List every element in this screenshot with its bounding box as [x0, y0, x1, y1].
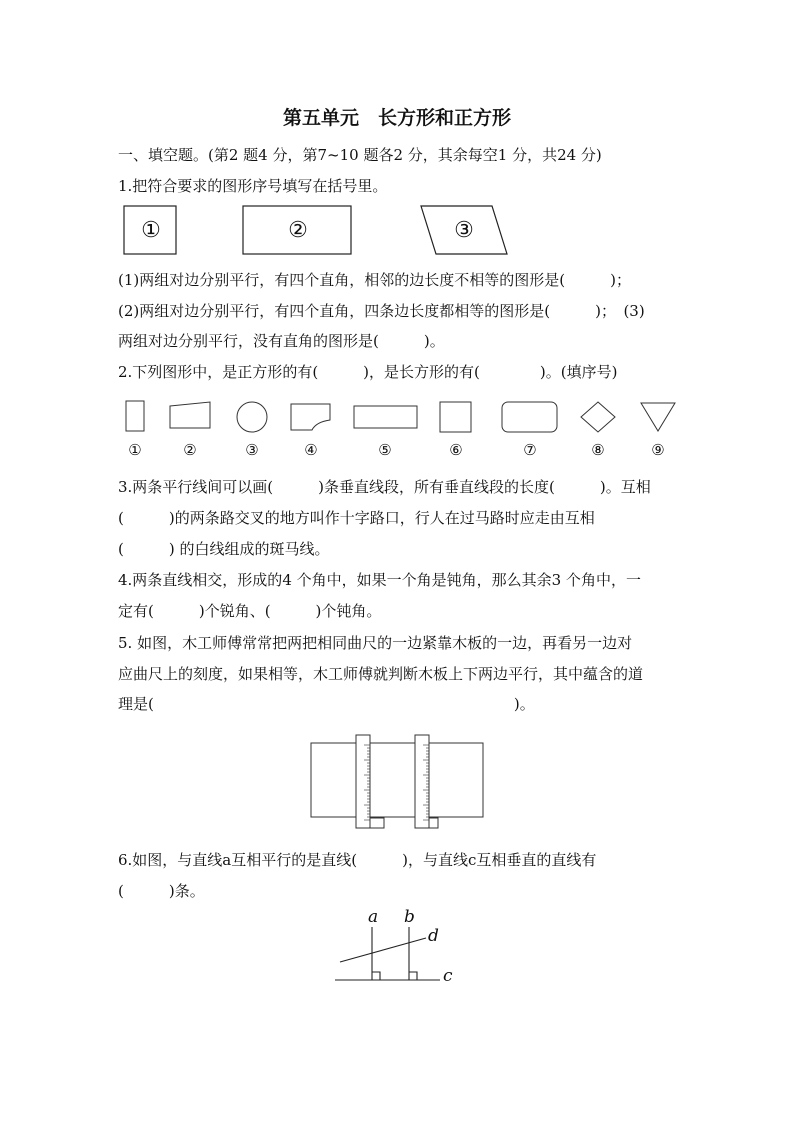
page-title: 第五单元 长方形和正方形: [282, 107, 511, 129]
line-c-label: c: [443, 966, 453, 986]
q5-line1: 5. 如图，木工师傅常常把两把相同曲尺的一边紧靠木板的一边，再看另一边对: [118, 634, 633, 652]
board: [311, 743, 483, 817]
q2-label-5: ⑤: [378, 441, 392, 459]
q5-line2: 应曲尺上的刻度，如果相等，木工师傅就判断木板上下两边平行，其中蕴含的道: [118, 665, 644, 683]
q2-label-4: ④: [304, 441, 318, 459]
q1-label-2: ②: [288, 218, 308, 243]
q2-label-9: ⑨: [651, 441, 665, 459]
line-d-label: d: [428, 926, 439, 946]
q2-shape-8: [581, 402, 615, 432]
q1-line2: (2)两组对边分别平行，有四个直角，四条边长度都相等的图形是( )； (3): [118, 302, 645, 320]
q3-line2: ( )的两条路交叉的地方叫作十字路口，行人在过马路时应走由互相: [118, 509, 595, 527]
q2-shape-7: [502, 402, 557, 432]
q6-line2: ( )条。: [118, 882, 205, 900]
q2-shape-3: [237, 402, 267, 432]
q5-figure: [311, 735, 483, 828]
q2-shape-6: [440, 402, 471, 432]
square-ruler-left: [356, 735, 370, 828]
q1-label-1: ①: [141, 218, 161, 243]
q2-shape-5: [354, 406, 417, 428]
q2-shape-9: [641, 403, 675, 431]
line-a-label: a: [368, 907, 379, 927]
q6-line1: 6.如图，与直线a互相平行的是直线( )，与直线c互相垂直的直线有: [118, 851, 597, 869]
q2-label-7: ⑦: [523, 441, 537, 459]
q4-line1: 4.两条直线相交，形成的4 个角中，如果一个角是钝角，那么其余3 个角中，一: [118, 571, 641, 589]
q2-shape-2: [170, 402, 210, 428]
q2-label-6: ⑥: [449, 441, 463, 459]
line-d: [340, 938, 426, 962]
q2-prompt: 2.下列图形中，是正方形的有( )，是长方形的有( )。(填序号): [118, 363, 618, 381]
q1-line3: 两组对边分别平行，没有直角的图形是( )。: [118, 332, 445, 350]
q1-label-3: ③: [454, 218, 474, 243]
q2-label-8: ⑧: [591, 441, 605, 459]
q3-line3: ( ) 的白线组成的斑马线。: [118, 540, 330, 558]
q2-label-2: ②: [183, 441, 197, 459]
q2-label-1: ①: [128, 441, 142, 459]
square-ruler-right: [415, 735, 429, 828]
q5-line3: 理是( )。: [118, 695, 535, 713]
q1-prompt: 1.把符合要求的图形序号填写在括号里。: [118, 177, 388, 195]
q1-line1: (1)两组对边分别平行，有四个直角，相邻的边长度不相等的图形是( )；: [118, 271, 631, 289]
q2-shape-1: [126, 401, 144, 431]
line-b-label: b: [404, 907, 415, 927]
q2-shape-4: [291, 404, 330, 430]
q3-line1: 3.两条平行线间可以画( )条垂直线段，所有垂直线段的长度( )。互相: [118, 478, 651, 496]
q4-line2: 定有( )个锐角、( )个钝角。: [118, 602, 382, 620]
section-heading: 一、填空题。(第2 题4 分，第7~10 题各2 分，其余每空1 分，共24 分): [118, 146, 602, 164]
q6-figure: [335, 927, 440, 980]
q2-label-3: ③: [245, 441, 259, 459]
